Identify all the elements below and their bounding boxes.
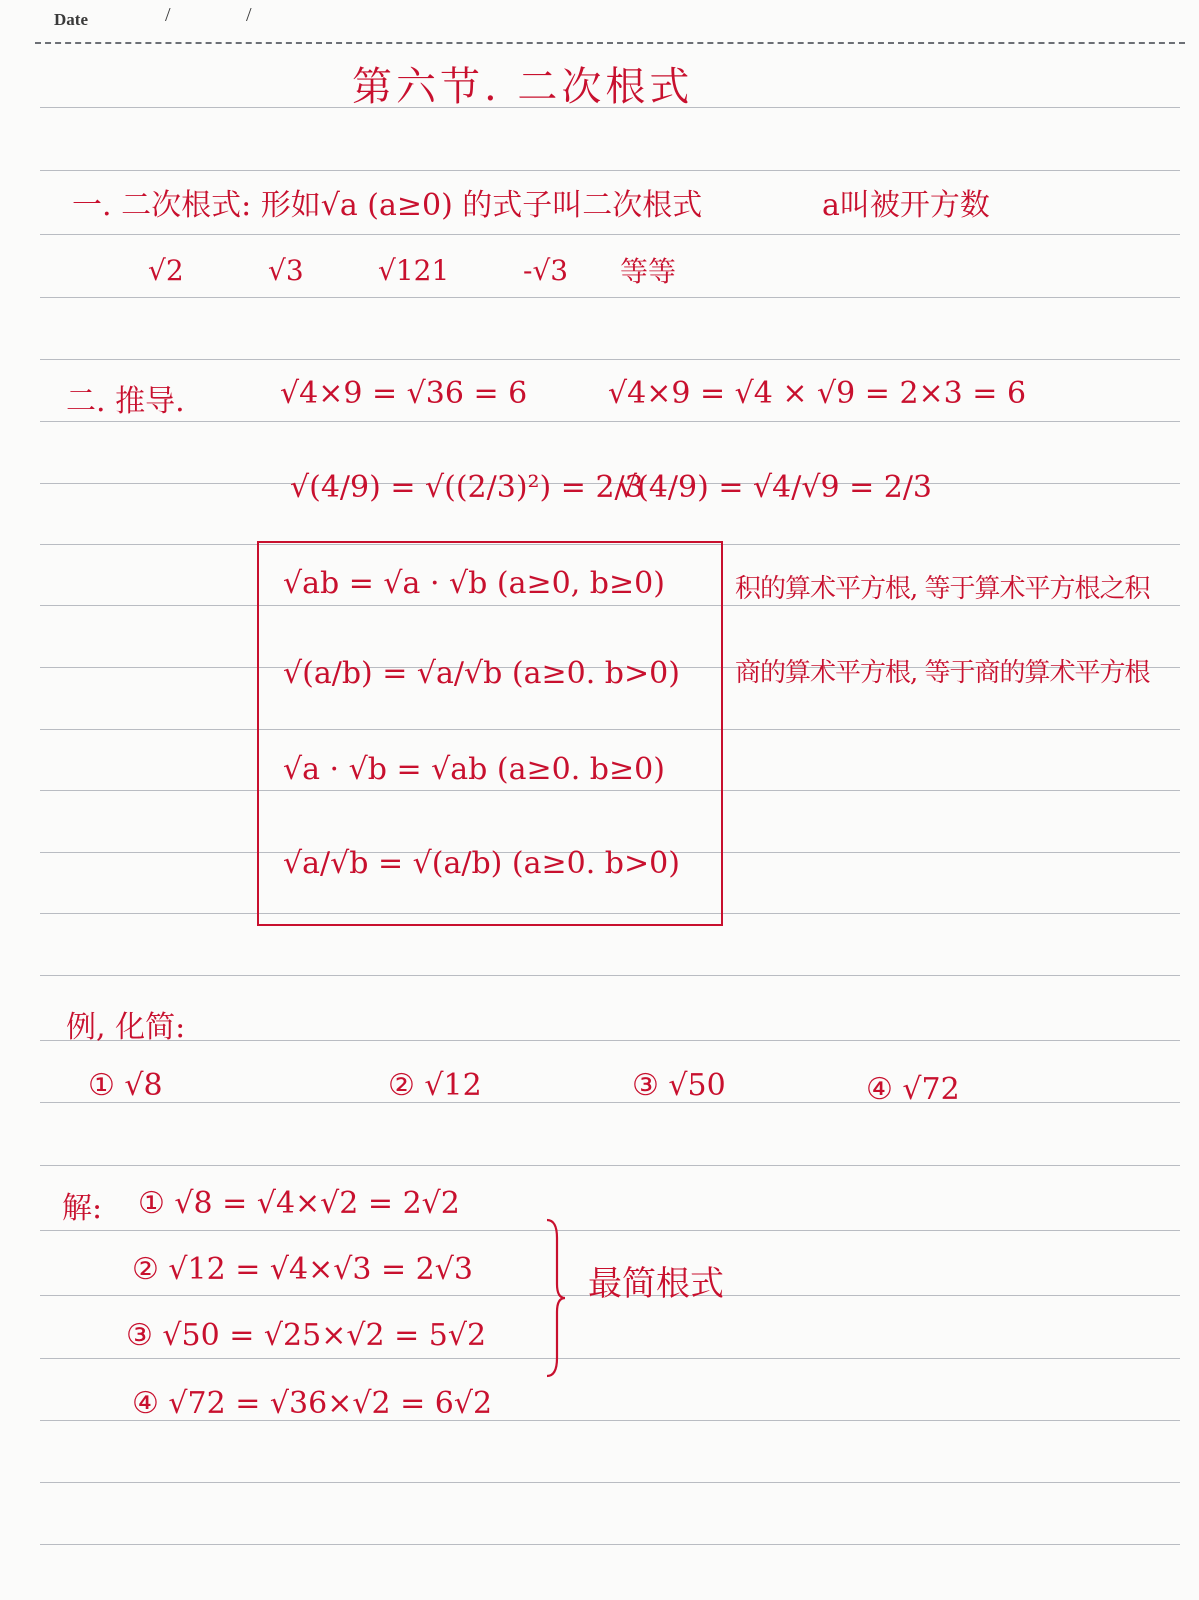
solution-step: ③ √50 = √25×√2 = 5√2 bbox=[126, 1318, 487, 1353]
rule-formula: √(a/b) = √a/√b (a≥0. b>0) bbox=[283, 656, 680, 691]
rule-line bbox=[40, 1358, 1180, 1359]
example-item: ① √8 bbox=[88, 1068, 163, 1103]
date-label: Date bbox=[54, 10, 88, 29]
rule-note: 积的算术平方根, 等于算术平方根之积 bbox=[735, 574, 1150, 604]
example-radical: √2 bbox=[148, 254, 184, 287]
date-slash: / bbox=[246, 4, 252, 26]
rule-line bbox=[40, 234, 1180, 235]
section1-heading: 一. 二次根式: 形如√a (a≥0) 的式子叫二次根式 bbox=[72, 188, 703, 223]
example-item: ② √12 bbox=[388, 1068, 482, 1103]
date-slash: / bbox=[165, 4, 171, 26]
derivation-eq: √4×9 = √4 × √9 = 2×3 = 6 bbox=[608, 376, 1027, 411]
example-radical: -√3 bbox=[523, 254, 569, 287]
rule-note: 商的算术平方根, 等于商的算术平方根 bbox=[735, 658, 1150, 688]
rule-formula: √a · √b = √ab (a≥0. b≥0) bbox=[283, 752, 665, 787]
derivation-eq: √(4/9) = √4/√9 = 2/3 bbox=[618, 470, 933, 505]
rule-line bbox=[40, 1102, 1180, 1103]
brace-note: 最简根式 bbox=[588, 1264, 724, 1304]
rule-line bbox=[40, 1040, 1180, 1041]
example-item: ④ √72 bbox=[866, 1072, 960, 1107]
rule-line bbox=[40, 1230, 1180, 1231]
solution-step: ④ √72 = √36×√2 = 6√2 bbox=[132, 1386, 493, 1421]
solution-step: ① √8 = √4×√2 = 2√2 bbox=[138, 1186, 460, 1221]
derivation-eq: √(4/9) = √((2/3)²) = 2/3 bbox=[290, 470, 644, 505]
rule-line bbox=[40, 975, 1180, 976]
example-heading: 例, 化简: bbox=[66, 1010, 186, 1045]
derivation-eq: √4×9 = √36 = 6 bbox=[280, 376, 528, 411]
section1-note: a叫被开方数 bbox=[822, 188, 990, 223]
right-brace bbox=[545, 1218, 567, 1378]
example-radical: √3 bbox=[268, 254, 304, 287]
header-dashed-rule bbox=[35, 42, 1185, 44]
rule-line bbox=[40, 359, 1180, 360]
page-title: 第六节. 二次根式 bbox=[352, 64, 694, 110]
rule-line bbox=[40, 170, 1180, 171]
example-item: ③ √50 bbox=[632, 1068, 726, 1103]
rule-line bbox=[40, 421, 1180, 422]
rule-line bbox=[40, 1165, 1180, 1166]
rule-formula: √a/√b = √(a/b) (a≥0. b>0) bbox=[283, 846, 680, 881]
rule-line bbox=[40, 297, 1180, 298]
rule-line bbox=[40, 1544, 1180, 1545]
section2-heading: 二. 推导. bbox=[66, 384, 185, 419]
rule-formula: √ab = √a · √b (a≥0, b≥0) bbox=[283, 566, 665, 601]
solution-step: ② √12 = √4×√3 = 2√3 bbox=[132, 1252, 473, 1287]
example-etc: 等等 bbox=[620, 255, 677, 288]
example-radical: √121 bbox=[378, 254, 450, 287]
rule-line bbox=[40, 1482, 1180, 1483]
solution-heading: 解: bbox=[62, 1191, 103, 1226]
